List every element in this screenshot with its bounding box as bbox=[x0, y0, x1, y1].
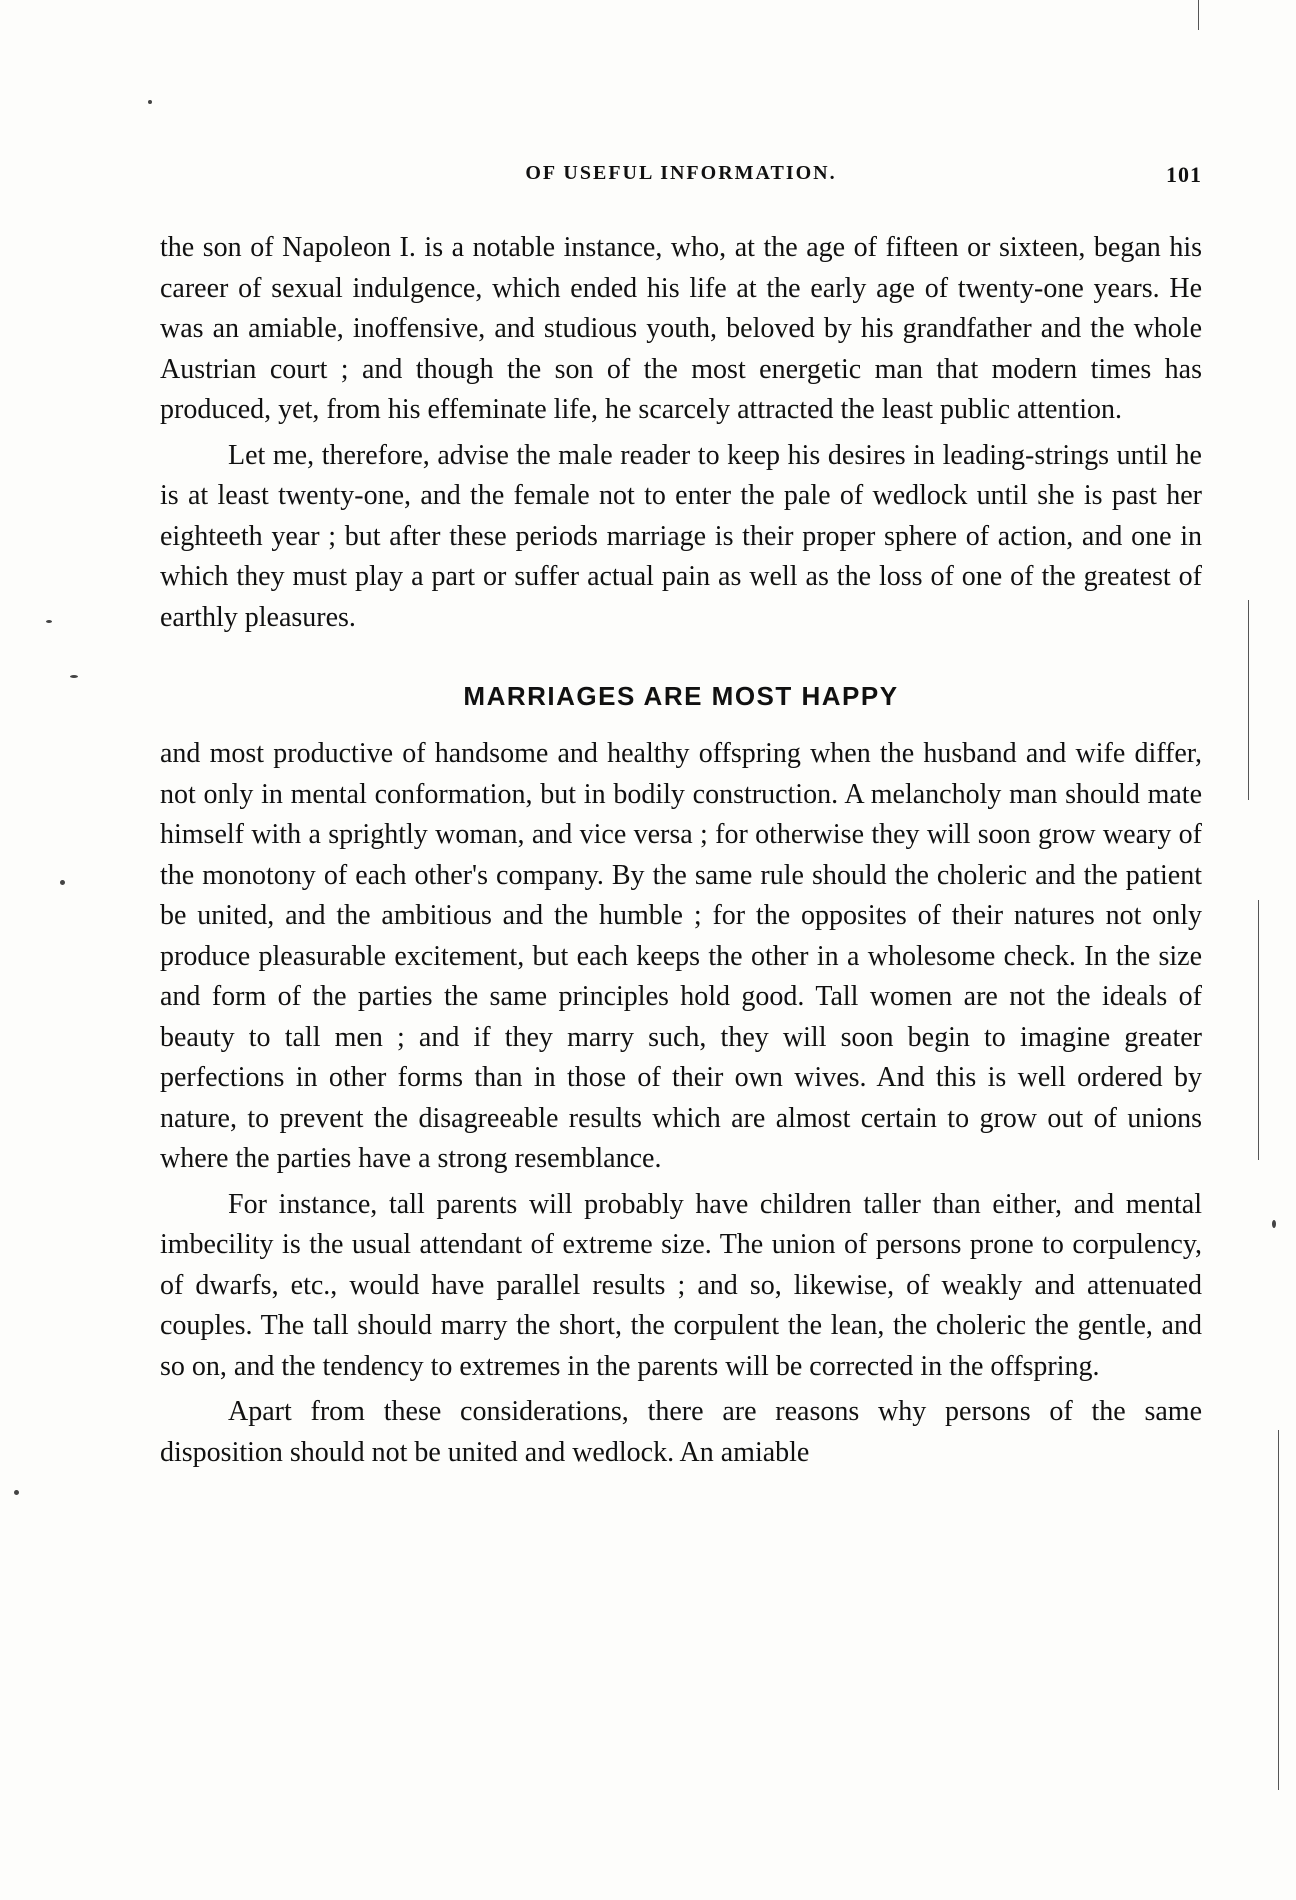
scan-speck bbox=[148, 100, 152, 104]
scan-speck bbox=[14, 1490, 19, 1495]
scan-edge-line bbox=[1258, 900, 1259, 1160]
running-title: OF USEFUL INFORMATION. bbox=[525, 162, 837, 184]
scan-edge-line bbox=[1198, 0, 1199, 30]
section-heading: MARRIAGES ARE MOST HAPPY bbox=[463, 681, 899, 711]
paragraph-differing-partners: and most productive of handsome and healthy offspring when the husband and wife differ, not only in mental conformation, but in bodily construction. A melancholy man should mate himself with a sprightly woman, and vice versa ; for otherwise they will soon grow weary of the monotony of each other's company. By the same rule should the choleric and the patient be united, and the ambitious and the humble ; for the opposites of their natures not only produce pleasurable excitement, but each keeps the other in a wholesome check. In the size and form of the parties the same principles hold good. Tall women are not the ideals of beauty to tall men ; and if they marry such, they will soon begin to imagine greater perfections in other forms than in those of their own wives. And this is well ordered by nature, to prevent the disagreeable results which are almost certain to grow out of unions where the parties have a strong resemblance. bbox=[160, 738, 1202, 1174]
scan-speck bbox=[46, 620, 52, 623]
scan-edge-line bbox=[1248, 600, 1249, 800]
paragraph-napoleon-son: the son of Napoleon I. is a notable instance, who, at the age of fifteen or sixteen, began his career of sexual indulgence, which ended his life at the early age of twenty-one years. He was an amiable, inoffensive, and studious youth, beloved by his grandfather and the whole Austrian court ; and though the son of the most energetic man that modern times has produced, yet, from his effeminate life, he scarcely attracted the least public attention. bbox=[160, 232, 1202, 425]
running-head bbox=[160, 162, 1202, 192]
scan-edge-line bbox=[1278, 1430, 1279, 1790]
page-number: 101 bbox=[1166, 162, 1202, 187]
paragraph-same-disposition: Apart from these considerations, there are reasons why persons of the same disposition should not be united and wedlock. An amiable bbox=[160, 1396, 1202, 1468]
scan-speck bbox=[60, 880, 65, 885]
paragraph-tall-parents: For instance, tall parents will probably have children taller than either, and mental imbecility is the usual attendant of extreme size. The union of persons prone to corpulency, of dwarfs, etc., would have parallel results ; and so, likewise, of weakly and attenuated couples. The tall should marry the short, the corpulent the lean, the choleric the gentle, and so on, and the tendency to extremes in the parents will be corrected in the offspring. bbox=[160, 1188, 1202, 1382]
paragraph-advice-age: Let me, therefore, advise the male reader to keep his desires in leading-strings until he is at least twenty-one, and the female not to enter the pale of wedlock until she is past her eighteeth year ; but after these periods marriage is their proper sphere of action, and one in which they must play a part or suffer actual pain as well as the loss of one of the greatest of earthly pleasures. bbox=[160, 439, 1202, 633]
scan-speck bbox=[1272, 1220, 1276, 1228]
scan-speck bbox=[70, 675, 78, 678]
body-text bbox=[160, 228, 1202, 1473]
